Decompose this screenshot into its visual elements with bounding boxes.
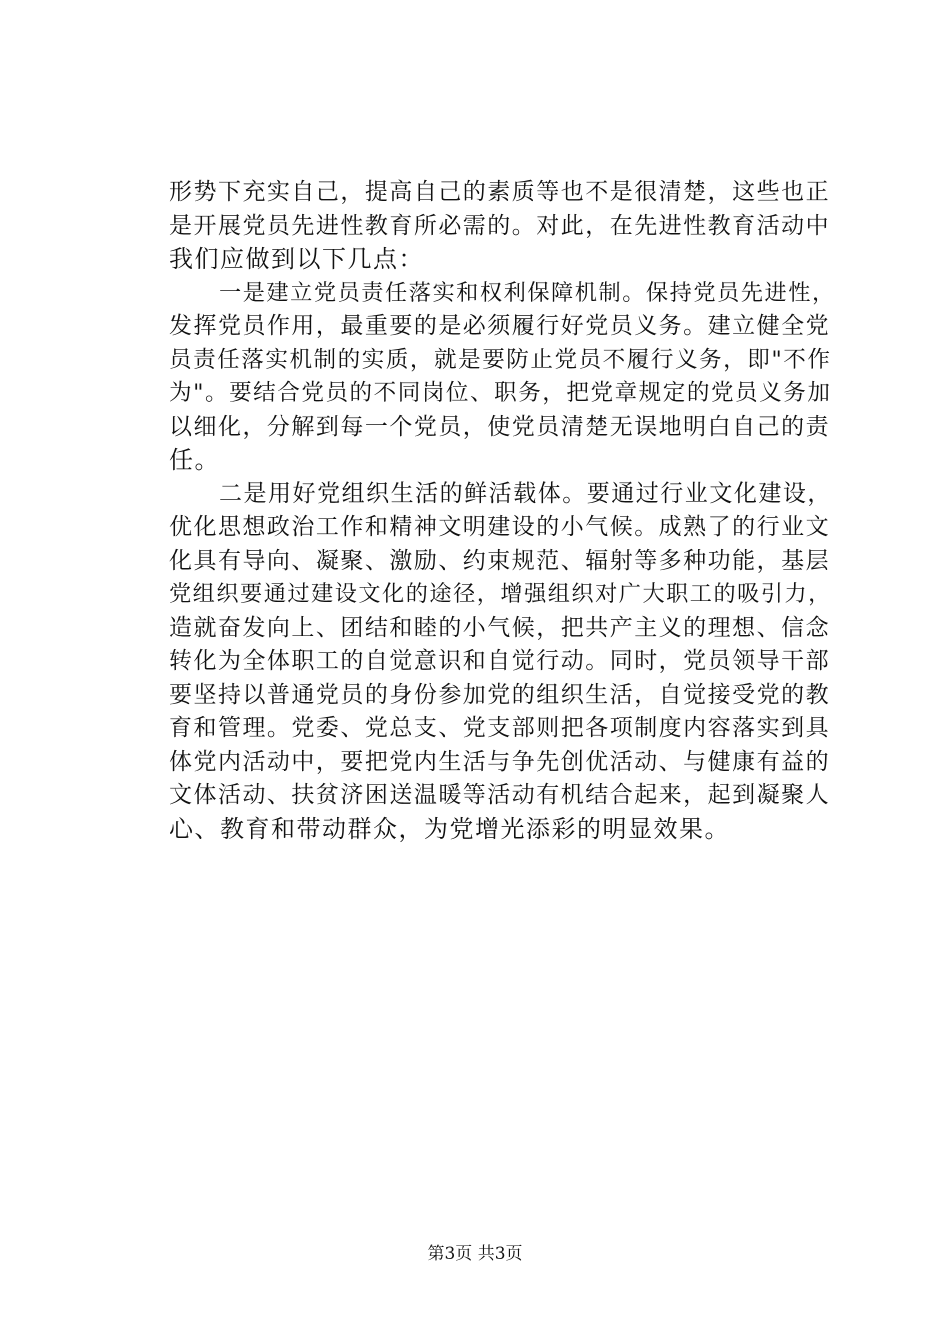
text-line: 造就奋发向上、团结和睦的小气候，把共产主义的理想、信念 bbox=[169, 614, 831, 641]
text-line: 体党内活动中，要把党内生活与争先创优活动、与健康有益的 bbox=[169, 748, 831, 775]
text-line: 党组织要通过建设文化的途径，增强组织对广大职工的吸引力， bbox=[169, 581, 832, 607]
paragraph-point-one bbox=[169, 277, 836, 478]
text-line: 要坚持以普通党员的身份参加党的组织生活，自觉接受党的教 bbox=[169, 681, 831, 708]
text-line: 转化为全体职工的自觉意识和自觉行动。同时，党员领导干部 bbox=[169, 648, 831, 674]
page-footer bbox=[0, 1242, 950, 1266]
paragraph-intro bbox=[169, 176, 829, 277]
paragraph-point-two bbox=[169, 478, 832, 847]
text-line: 形势下充实自己，提高自己的素质等也不是很清楚，这些也正 bbox=[169, 179, 831, 205]
text-line: 育和管理。党委、党总支、党支部则把各项制度内容落实到具 bbox=[169, 715, 831, 741]
text-line: 为"。要结合党员的不同岗位、职务，把党章规定的党员义务加 bbox=[169, 380, 832, 406]
page-number: 第3页 共3页 bbox=[427, 1244, 523, 1264]
text-line: 化具有导向、凝聚、激励、约束规范、辐射等多种功能，基层 bbox=[169, 547, 831, 574]
text-line: 优化思想政治工作和精神文明建设的小气候。成熟了的行业文 bbox=[169, 514, 831, 540]
text-line: 员责任落实机制的实质，就是要防止党员不履行义务，即"不作 bbox=[169, 346, 832, 373]
text-line: 任。 bbox=[169, 446, 220, 474]
text-line: 文体活动、扶贫济困送温暖等活动有机结合起来，起到凝聚人 bbox=[169, 782, 831, 808]
text-line: 以细化，分解到每一个党员，使党员清楚无误地明白自己的责 bbox=[169, 413, 831, 440]
text-line: 发挥党员作用，最重要的是必须履行好党员义务。建立健全党 bbox=[169, 313, 831, 339]
text-line: 二是用好党组织生活的鲜活载体。要通过行业文化建设， bbox=[219, 480, 832, 507]
text-line: 心、教育和带动群众，为党增光添彩的明显效果。 bbox=[169, 814, 730, 843]
text-line: 我们应做到以下几点： bbox=[169, 245, 424, 273]
text-line: 是开展党员先进性教育所必需的。对此，在先进性教育活动中 bbox=[169, 212, 831, 239]
text-line: 一是建立党员责任落实和权利保障机制。保持党员先进性， bbox=[219, 279, 836, 306]
document-body bbox=[169, 176, 836, 846]
